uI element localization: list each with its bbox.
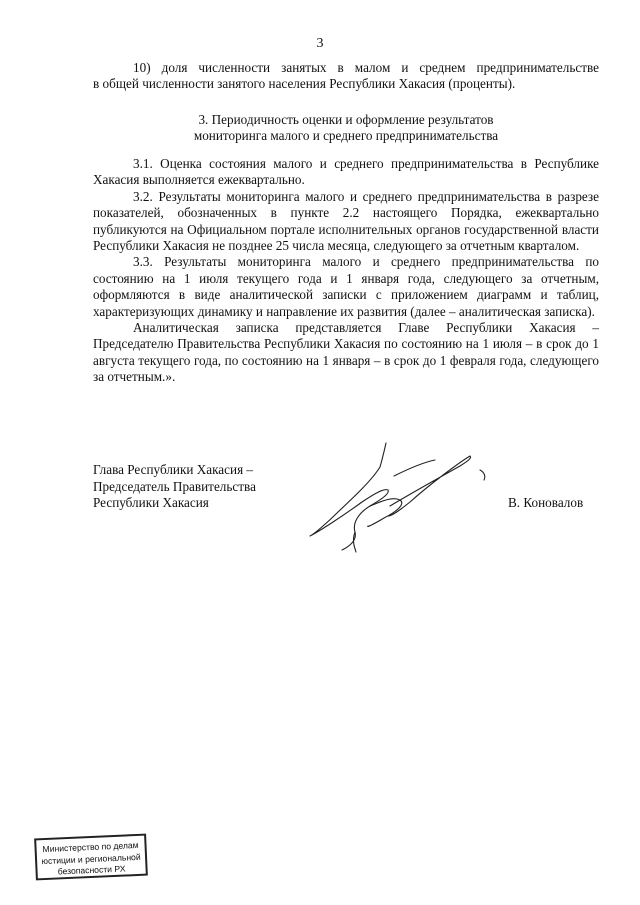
signatory-title-line1: Глава Республики Хакасия – (93, 462, 254, 477)
list-item-10-line1: 10) доля численности занятых в малом и среднем предпринимательстве (133, 60, 599, 75)
paragraph-3-3: 3.3. Результаты мониторинга малого и среднего предпринимательства по состоянию на 1 июля текущего года и 1 января года, следующего за отчетным, оформляются в виде аналитической записки с приложением диаграмм и таблиц, характеризующих динамику и направление их развития (далее – аналитическая записка). (93, 254, 599, 319)
list-item-10 (93, 60, 599, 93)
paragraph-3-1: 3.1. Оценка состояния малого и среднего предпринимательства в Республике Хакасия выполняется ежеквартально. (93, 156, 599, 188)
signatory-title-line2: Председатель Правительства (93, 478, 256, 494)
stamp-line3: безопасности РХ (57, 863, 126, 877)
page-number: 3 (316, 36, 324, 51)
stamp-line2: юстиции и региональной (41, 851, 141, 866)
signatory-title (93, 462, 333, 512)
section-heading (93, 112, 599, 145)
list-item-10-line2: в общей численности занятого населения Республики Хакасия (проценты). (93, 76, 516, 92)
signatory-name: В. Коновалов (508, 495, 584, 510)
paragraph-3-2: 3.2. Результаты мониторинга малого и среднего предпринимательства в разрезе показателей, обозначенных в пункте 2.2 настоящего Порядка, ежеквартально публикуются на Официальном портале исполнительных органов государственной власти Республики Хакасия не позднее 25 числа месяца, следующего за отчетным кварталом. (93, 188, 599, 254)
registration-stamp (34, 834, 148, 881)
paragraph-analytic-note: Аналитическая записка представляется Главе Республики Хакасия – Председателю Правительства Республики Хакасия по состоянию на 1 июля – в срок до 1 августа текущего года, по состоянию на 1 января – в срок до 1 февраля года, следующего за отчетным.». (93, 320, 599, 385)
handwritten-signature (300, 440, 500, 555)
section-heading-line1: 3. Периодичность оценки и оформление результатов (198, 112, 494, 127)
stamp-line1: Министерство по делам (42, 839, 139, 855)
signatory-title-line3: Республики Хакасия (93, 495, 209, 510)
section-heading-line2: мониторинга малого и среднего предпринимательства (193, 128, 499, 144)
section-body (93, 156, 599, 386)
